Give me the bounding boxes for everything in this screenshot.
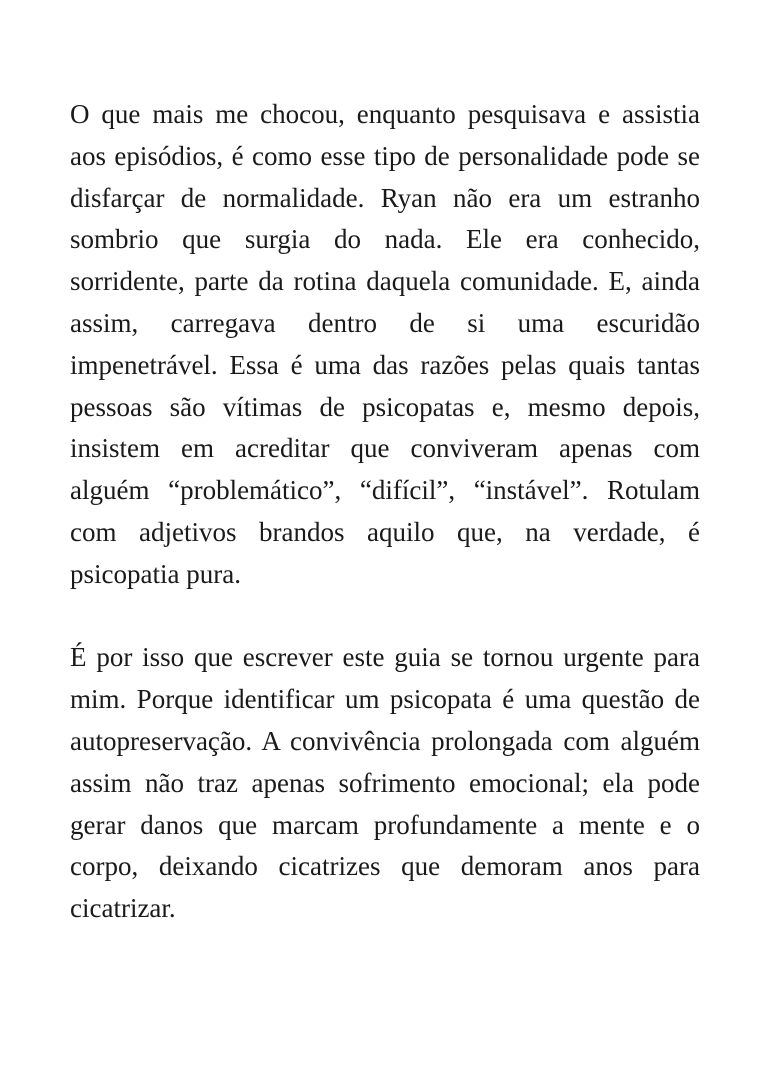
- body-paragraph-1: O que mais me chocou, enquanto pesquisava e assistia aos episódios, é como esse tipo de personalidade pode se disfarçar de normalidade. Ryan não era um estranho sombrio que surgia do nada. Ele era conhecido, sorridente, parte da rotina daquela comunidade. E, ainda assim, carregava dentro de si uma escuridão impenetrável. Essa é uma das razões pelas quais tantas pessoas são vítimas de psicopatas e, mesmo depois, insistem em acreditar que conviveram apenas com alguém “problemático”, “difícil”, “instável”. Rotulam com adjetivos brandos aquilo que, na verdade, é psicopatia pura.: [70, 99, 700, 589]
- body-paragraph-2: É por isso que escrever este guia se tornou urgente para mim. Porque identificar um psicopata é uma questão de autopreservação. A convivência prolongada com alguém assim não traz apenas sofrimento emocional; ela pode gerar danos que marcam profundamente a mente e o corpo, deixando cicatrizes que demoram anos para cicatrizar.: [70, 642, 700, 924]
- document-page: [70, 94, 700, 930]
